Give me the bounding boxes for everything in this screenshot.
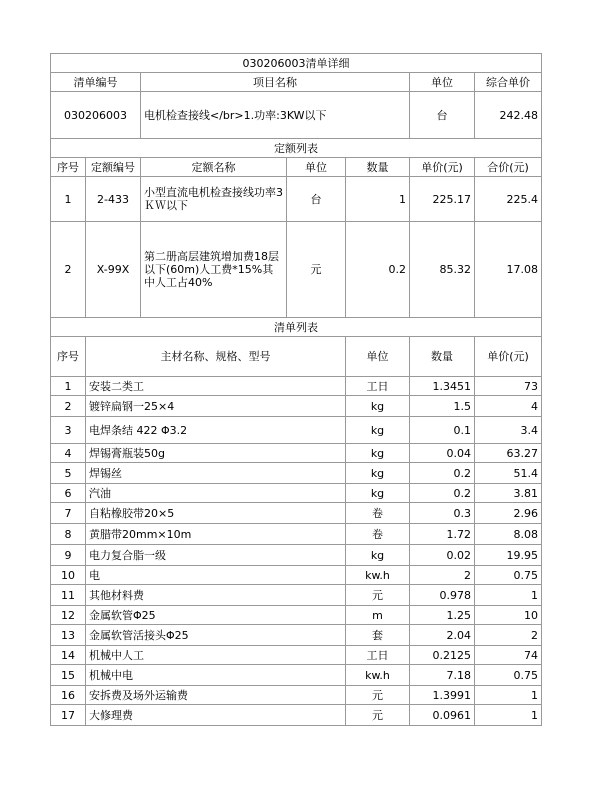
list-row bbox=[51, 417, 542, 444]
list-name: 大修理费 bbox=[86, 705, 346, 726]
list-no: 16 bbox=[51, 686, 86, 705]
list-header-price: 单价(元) bbox=[475, 337, 542, 377]
list-no: 12 bbox=[51, 606, 86, 625]
list-header-unit: 单位 bbox=[346, 337, 410, 377]
list-no: 8 bbox=[51, 524, 86, 545]
list-qty: 1.3991 bbox=[410, 686, 475, 705]
list-unit: 卷 bbox=[346, 503, 410, 524]
quota-price: 225.17 bbox=[410, 177, 475, 222]
list-name: 机械中人工 bbox=[86, 646, 346, 665]
quota-unit: 元 bbox=[287, 222, 346, 318]
list-row bbox=[51, 606, 542, 625]
list-name: 电 bbox=[86, 566, 346, 585]
list-name: 汽油 bbox=[86, 484, 346, 503]
list-name: 安拆费及场外运输费 bbox=[86, 686, 346, 705]
list-row bbox=[51, 665, 542, 686]
list-row bbox=[51, 377, 542, 396]
quota-name: 小型直流电机检查接线功率3ＫＷ以下 bbox=[141, 177, 287, 222]
summary-header-price: 综合单价 bbox=[475, 73, 542, 92]
quota-code: X-99X bbox=[86, 222, 141, 318]
list-price: 1 bbox=[475, 585, 542, 606]
list-qty: 0.1 bbox=[410, 417, 475, 444]
list-row bbox=[51, 646, 542, 665]
list-qty: 1.25 bbox=[410, 606, 475, 625]
list-name: 黄腊带20mm×10m bbox=[86, 524, 346, 545]
list-price: 63.27 bbox=[475, 444, 542, 463]
list-name: 机械中电 bbox=[86, 665, 346, 686]
quota-code: 2-433 bbox=[86, 177, 141, 222]
list-no: 9 bbox=[51, 545, 86, 566]
list-row bbox=[51, 396, 542, 417]
list-row bbox=[51, 705, 542, 726]
list-row bbox=[51, 524, 542, 545]
sheet-title: 030206003清单详细 bbox=[51, 54, 542, 73]
list-no: 5 bbox=[51, 463, 86, 484]
list-no: 11 bbox=[51, 585, 86, 606]
list-unit: kg bbox=[346, 484, 410, 503]
list-qty: 1.5 bbox=[410, 396, 475, 417]
list-price: 4 bbox=[475, 396, 542, 417]
list-no: 1 bbox=[51, 377, 86, 396]
list-row bbox=[51, 484, 542, 503]
list-unit: 元 bbox=[346, 705, 410, 726]
list-row bbox=[51, 545, 542, 566]
quota-row bbox=[51, 177, 542, 222]
quota-price: 85.32 bbox=[410, 222, 475, 318]
list-unit: kw.h bbox=[346, 566, 410, 585]
list-unit: kg bbox=[346, 396, 410, 417]
quota-no: 2 bbox=[51, 222, 86, 318]
list-qty: 0.2 bbox=[410, 463, 475, 484]
list-row bbox=[51, 503, 542, 524]
list-row bbox=[51, 625, 542, 646]
list-qty: 7.18 bbox=[410, 665, 475, 686]
list-name: 电力复合脂一级 bbox=[86, 545, 346, 566]
list-name: 安装二类工 bbox=[86, 377, 346, 396]
list-unit: 元 bbox=[346, 585, 410, 606]
list-no: 7 bbox=[51, 503, 86, 524]
list-name: 自粘橡胶带20×5 bbox=[86, 503, 346, 524]
list-name: 电焊条结 422 Φ3.2 bbox=[86, 417, 346, 444]
summary-unit: 台 bbox=[410, 92, 475, 139]
quota-header-no: 序号 bbox=[51, 158, 86, 177]
list-unit: kg bbox=[346, 463, 410, 484]
list-no: 3 bbox=[51, 417, 86, 444]
quota-header-qty: 数量 bbox=[346, 158, 410, 177]
list-price: 0.75 bbox=[475, 665, 542, 686]
list-row bbox=[51, 686, 542, 705]
list-qty: 0.978 bbox=[410, 585, 475, 606]
list-price: 8.08 bbox=[475, 524, 542, 545]
quota-section-title: 定额列表 bbox=[51, 139, 542, 158]
list-no: 6 bbox=[51, 484, 86, 503]
summary-code: 030206003 bbox=[51, 92, 141, 139]
list-no: 10 bbox=[51, 566, 86, 585]
list-unit: kg bbox=[346, 444, 410, 463]
quota-row bbox=[51, 222, 542, 318]
list-no: 15 bbox=[51, 665, 86, 686]
list-section-title: 清单列表 bbox=[51, 318, 542, 337]
list-no: 2 bbox=[51, 396, 86, 417]
list-name: 焊锡丝 bbox=[86, 463, 346, 484]
list-price: 51.4 bbox=[475, 463, 542, 484]
list-unit: m bbox=[346, 606, 410, 625]
quota-header-code: 定额编号 bbox=[86, 158, 141, 177]
list-name: 金属软管活接头Φ25 bbox=[86, 625, 346, 646]
list-row bbox=[51, 585, 542, 606]
quota-header-total: 合价(元) bbox=[475, 158, 542, 177]
detail-table bbox=[50, 53, 542, 726]
quota-header-unit: 单位 bbox=[287, 158, 346, 177]
list-price: 3.4 bbox=[475, 417, 542, 444]
list-unit: kg bbox=[346, 545, 410, 566]
quota-total: 225.4 bbox=[475, 177, 542, 222]
list-qty: 1.72 bbox=[410, 524, 475, 545]
list-row bbox=[51, 444, 542, 463]
quota-qty: 0.2 bbox=[346, 222, 410, 318]
list-qty: 1.3451 bbox=[410, 377, 475, 396]
list-price: 73 bbox=[475, 377, 542, 396]
list-price: 2 bbox=[475, 625, 542, 646]
list-qty: 2.04 bbox=[410, 625, 475, 646]
list-qty: 2 bbox=[410, 566, 475, 585]
list-name: 焊锡膏瓶装50g bbox=[86, 444, 346, 463]
summary-price: 242.48 bbox=[475, 92, 542, 139]
summary-header-unit: 单位 bbox=[410, 73, 475, 92]
list-row bbox=[51, 566, 542, 585]
quota-header-price: 单价(元) bbox=[410, 158, 475, 177]
list-no: 14 bbox=[51, 646, 86, 665]
list-unit: kg bbox=[346, 417, 410, 444]
list-name: 镀锌扁钢一25×4 bbox=[86, 396, 346, 417]
list-price: 3.81 bbox=[475, 484, 542, 503]
list-qty: 0.04 bbox=[410, 444, 475, 463]
list-price: 1 bbox=[475, 686, 542, 705]
list-price: 1 bbox=[475, 705, 542, 726]
list-price: 74 bbox=[475, 646, 542, 665]
list-no: 13 bbox=[51, 625, 86, 646]
list-row bbox=[51, 463, 542, 484]
list-unit: 卷 bbox=[346, 524, 410, 545]
list-header-name: 主材名称、规格、型号 bbox=[86, 337, 346, 377]
list-header-qty: 数量 bbox=[410, 337, 475, 377]
summary-header-name: 项目名称 bbox=[141, 73, 410, 92]
detail-sheet bbox=[50, 53, 541, 726]
list-price: 2.96 bbox=[475, 503, 542, 524]
list-qty: 0.2 bbox=[410, 484, 475, 503]
list-price: 0.75 bbox=[475, 566, 542, 585]
list-no: 4 bbox=[51, 444, 86, 463]
list-unit: kw.h bbox=[346, 665, 410, 686]
summary-name: 电机检查接线</br>1.功率:3KW以下 bbox=[141, 92, 410, 139]
list-unit: 元 bbox=[346, 686, 410, 705]
quota-header-name: 定额名称 bbox=[141, 158, 287, 177]
quota-no: 1 bbox=[51, 177, 86, 222]
summary-header-code: 清单编号 bbox=[51, 73, 141, 92]
list-unit: 套 bbox=[346, 625, 410, 646]
list-name: 其他材料费 bbox=[86, 585, 346, 606]
list-price: 19.95 bbox=[475, 545, 542, 566]
list-unit: 工日 bbox=[346, 377, 410, 396]
list-header-no: 序号 bbox=[51, 337, 86, 377]
list-qty: 0.2125 bbox=[410, 646, 475, 665]
list-unit: 工日 bbox=[346, 646, 410, 665]
list-qty: 0.02 bbox=[410, 545, 475, 566]
list-no: 17 bbox=[51, 705, 86, 726]
quota-unit: 台 bbox=[287, 177, 346, 222]
list-name: 金属软管Φ25 bbox=[86, 606, 346, 625]
list-qty: 0.3 bbox=[410, 503, 475, 524]
quota-qty: 1 bbox=[346, 177, 410, 222]
list-qty: 0.0961 bbox=[410, 705, 475, 726]
list-price: 10 bbox=[475, 606, 542, 625]
quota-name: 第二册高层建筑增加费18层以下(60m)人工费*15%其中人工占40% bbox=[141, 222, 287, 318]
quota-total: 17.08 bbox=[475, 222, 542, 318]
